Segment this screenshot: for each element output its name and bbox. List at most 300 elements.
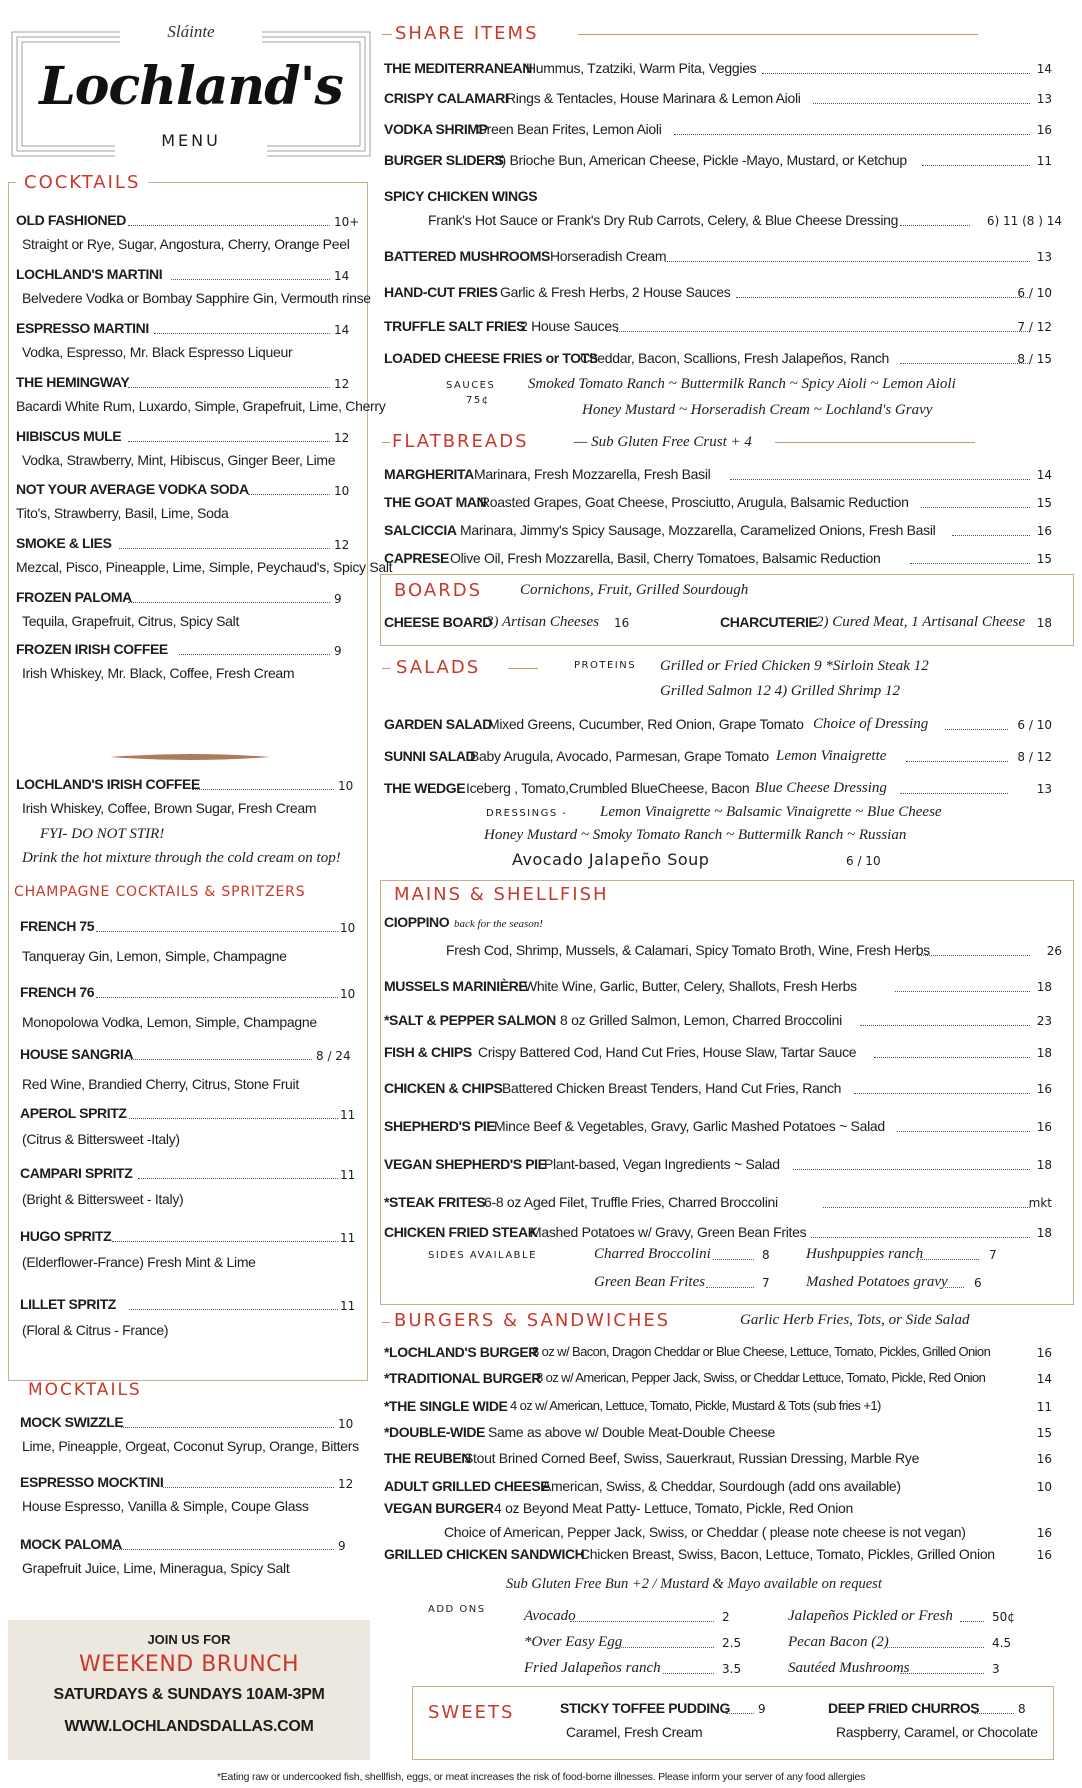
burger-price: 15 bbox=[1036, 1426, 1052, 1440]
leader-dots bbox=[112, 1549, 334, 1550]
burger-price: 16 bbox=[1036, 1452, 1052, 1466]
leader-dots bbox=[128, 387, 330, 388]
flatbread-desc: Marinara, Jimmy's Spicy Sausage, Mozzarella, Caramelized Onions, Fresh Basil bbox=[460, 522, 936, 538]
burger-desc: Chicken Breast, Swiss, Bacon, Lettuce, Tomato, Pickles, Grilled Onion bbox=[580, 1546, 995, 1562]
leader-dots bbox=[945, 729, 1008, 730]
leader-dots bbox=[129, 1309, 338, 1310]
side-name: Charred Broccolini bbox=[594, 1246, 711, 1262]
champagne-desc: (Citrus & Bittersweet -Italy) bbox=[22, 1131, 180, 1147]
wings-price: 6) 11 (8 ) 14 bbox=[986, 214, 1062, 228]
main-item-desc: Mince Beef & Vegetables, Gravy, Garlic Mashed Potatoes ~ Salad bbox=[494, 1118, 885, 1134]
dressings-label: DRESSINGS - bbox=[486, 808, 568, 819]
proteins-line1: Grilled or Fried Chicken 9 *Sirloin Steak 12 bbox=[660, 658, 929, 674]
leader-dots bbox=[192, 789, 334, 790]
share-item-desc: Hummus, Tzatziki, Warm Pita, Veggies bbox=[526, 60, 757, 76]
leader-dots bbox=[918, 955, 1030, 956]
sides-label: SIDES AVAILABLE bbox=[428, 1250, 537, 1261]
cocktail-price: 10+ bbox=[334, 215, 360, 229]
burger-price: 10 bbox=[1036, 1480, 1052, 1494]
proteins-line2: Grilled Salmon 12 4) Grilled Shrimp 12 bbox=[660, 683, 900, 699]
share-item-price: 8 / 15 bbox=[1017, 352, 1052, 366]
main-item-price: mkt bbox=[1028, 1196, 1052, 1210]
cocktail-name: ESPRESSO MARTINI bbox=[16, 320, 149, 336]
sweets-title: SWEETS bbox=[428, 1702, 515, 1723]
fyi-text: FYI- DO NOT STIR! bbox=[40, 826, 165, 842]
leader-dots bbox=[811, 1237, 1030, 1238]
champagne-name: HUGO SPRITZ bbox=[20, 1228, 112, 1244]
champagne-title bbox=[14, 884, 305, 900]
champagne-desc: Monopolowa Vodka, Lemon, Simple, Champagne bbox=[22, 1014, 317, 1030]
leader-dots bbox=[706, 1287, 754, 1288]
boards-title: BOARDS bbox=[394, 580, 482, 601]
cioppino-note: back for the season! bbox=[454, 918, 543, 930]
irish-coffee-name: LOCHLAND'S IRISH COFFEE bbox=[16, 776, 200, 792]
addon-price: 2.5 bbox=[722, 1636, 742, 1650]
brunch-url[interactable]: WWW.LOCHLANDSDALLAS.COM bbox=[64, 1718, 314, 1735]
share-item-desc: 2 House Sauces bbox=[520, 318, 619, 334]
main-item-desc: Mashed Potatoes w/ Gravy, Green Bean Frites bbox=[530, 1224, 807, 1240]
champagne-name: HOUSE SANGRIA bbox=[20, 1046, 134, 1062]
mocktail-price: 10 bbox=[338, 1417, 354, 1431]
leader-dots bbox=[874, 1057, 1030, 1058]
side-price: 6 bbox=[974, 1276, 982, 1290]
burger-name: VEGAN BURGER bbox=[384, 1500, 494, 1516]
main-item-name: CHICKEN FRIED STEAK bbox=[384, 1224, 538, 1240]
cheese-board-name: CHEESE BOARD bbox=[384, 614, 492, 630]
burger-name: *TRADITIONAL BURGER bbox=[384, 1370, 542, 1386]
flatbread-desc: Olive Oil, Fresh Mozzarella, Basil, Cherry Tomatoes, Balsamic Reduction bbox=[450, 550, 881, 566]
main-item-name: FISH & CHIPS bbox=[384, 1044, 472, 1060]
flatbread-desc: Roasted Grapes, Goat Cheese, Prosciutto, Arugula, Balsamic Reduction bbox=[480, 494, 909, 510]
leader-dots bbox=[171, 279, 330, 280]
mocktail-name: ESPRESSO MOCKTINI bbox=[20, 1474, 164, 1490]
salad-name: THE WEDGE bbox=[384, 780, 466, 796]
side-price: 8 bbox=[762, 1248, 770, 1262]
burger-desc: 4 oz w/ American, Lettuce, Tomato, Pickle, Mustard & Tots (sub fries +1) bbox=[510, 1398, 881, 1413]
champagne-desc: (Elderflower-France) Fresh Mint & Lime bbox=[22, 1254, 256, 1270]
sweet-b-desc: Raspberry, Caramel, or Chocolate bbox=[836, 1724, 1038, 1740]
irish-note: Drink the hot mixture through the cold cream on top! bbox=[22, 850, 341, 866]
leader-dots bbox=[793, 1169, 1030, 1170]
cocktail-desc: Straight or Rye, Sugar, Angostura, Cherry, Orange Peel bbox=[22, 236, 350, 252]
slainte-text: Sláinte bbox=[167, 22, 215, 41]
leader-dots bbox=[96, 997, 338, 998]
leader-dots bbox=[974, 1713, 1014, 1714]
salad-dressing: Lemon Vinaigrette bbox=[776, 748, 887, 764]
leader-dots bbox=[730, 479, 1030, 480]
burger-price: 11 bbox=[1036, 1400, 1052, 1414]
addon-price: 4.5 bbox=[992, 1636, 1012, 1650]
mocktails-title: MOCKTAILS bbox=[28, 1380, 142, 1400]
leader-dots bbox=[900, 363, 1030, 364]
allergy-footer: *Eating raw or undercooked fish, shellfish, eggs, or meat increases the risk of food-borne illnesses. Please inform your server of any food allergies bbox=[216, 1771, 866, 1783]
leader-dots bbox=[128, 602, 330, 603]
salads-title: SALADS bbox=[396, 657, 481, 678]
burger-desc: American, Swiss, & Cheddar, Sourdough (add ons available) bbox=[542, 1478, 901, 1494]
brunch-join: JOIN US FOR bbox=[147, 1632, 231, 1647]
leader-dots bbox=[616, 1647, 714, 1648]
burger-price: 16 bbox=[1036, 1548, 1052, 1562]
flatbreads-sub: — Sub Gluten Free Crust + 4 bbox=[574, 434, 752, 450]
main-item-name: SHEPHERD'S PIE bbox=[384, 1118, 496, 1134]
addon-name: *Over Easy Egg bbox=[524, 1634, 623, 1650]
main-item-name: MUSSELS MARINIÈRE bbox=[384, 978, 528, 994]
burger-name: GRILLED CHICKEN SANDWICH bbox=[384, 1546, 585, 1562]
cocktail-name: SMOKE & LIES bbox=[16, 535, 112, 551]
champagne-name: LILLET SPRITZ bbox=[20, 1296, 116, 1312]
addon-name: Fried Jalapeños ranch bbox=[524, 1660, 661, 1676]
champagne-price: 11 bbox=[340, 1299, 356, 1313]
addon-name: Sautéed Mushrooms bbox=[788, 1660, 910, 1676]
salad-desc: Mixed Greens, Cucumber, Red Onion, Grape Tomato bbox=[488, 716, 804, 732]
leader-dots bbox=[897, 1131, 1030, 1132]
leader-dots bbox=[665, 261, 1030, 262]
cioppino-price: 26 bbox=[1046, 944, 1062, 958]
mains-title: MAINS & SHELLFISH bbox=[394, 884, 609, 905]
share-item-price: 6 / 10 bbox=[1017, 286, 1052, 300]
leader-dots bbox=[129, 1059, 312, 1060]
leader-dots bbox=[128, 441, 330, 442]
cocktail-desc: Mezcal, Pisco, Pineapple, Lime, Simple, Peychaud's, Spicy Salt bbox=[16, 559, 393, 575]
leader-dots bbox=[163, 1487, 334, 1488]
leader-dots bbox=[900, 793, 1008, 794]
sweet-a-desc: Caramel, Fresh Cream bbox=[566, 1724, 703, 1740]
flatbread-name: THE GOAT MAN bbox=[384, 494, 487, 510]
main-item-price: 23 bbox=[1036, 1014, 1052, 1028]
cheese-board-desc: 3) Artisan Cheeses bbox=[486, 614, 600, 630]
side-price: 7 bbox=[989, 1248, 997, 1262]
burger-name: *DOUBLE-WIDE bbox=[384, 1424, 485, 1440]
share-item-desc: 3) Brioche Bun, American Cheese, Pickle -Mayo, Mustard, or Ketchup bbox=[494, 152, 907, 168]
leader-dots bbox=[248, 494, 330, 495]
share-item-name: THE MEDITERRANEAN bbox=[384, 60, 532, 76]
addon-price: 3 bbox=[992, 1662, 1000, 1676]
champagne-price: 11 bbox=[340, 1108, 356, 1122]
champagne-title-text: CHAMPAGNE COCKTAILS & SPRITZERS bbox=[14, 884, 306, 900]
share-item-name: HAND-CUT FRIES bbox=[384, 284, 498, 300]
cocktail-price: 9 bbox=[334, 644, 342, 658]
leader-dots bbox=[823, 1207, 1030, 1208]
cocktail-name: THE HEMINGWAY bbox=[16, 374, 130, 390]
share-title: SHARE ITEMS bbox=[395, 23, 539, 44]
leader-dots bbox=[854, 1093, 1030, 1094]
main-item-desc: Plant-based, Vegan Ingredients ~ Salad bbox=[544, 1156, 780, 1172]
flatbread-price: 15 bbox=[1036, 496, 1052, 510]
leader-dots bbox=[736, 297, 1030, 298]
logo-block bbox=[10, 18, 372, 160]
flatbreads-rule bbox=[382, 442, 390, 443]
burger-price: 16 bbox=[1036, 1346, 1052, 1360]
leader-dots bbox=[179, 654, 330, 655]
cocktail-name: OLD FASHIONED bbox=[16, 212, 126, 228]
wings-desc: Frank's Hot Sauce or Frank's Dry Rub Carrots, Celery, & Blue Cheese Dressing bbox=[428, 212, 899, 228]
cocktail-desc: Irish Whiskey, Mr. Black, Coffee, Fresh Cream bbox=[22, 665, 295, 681]
burger-desc: Same as above w/ Double Meat-Double Cheese bbox=[488, 1424, 776, 1440]
share-item-price: 16 bbox=[1036, 123, 1052, 137]
mocktail-desc: House Espresso, Vanilla & Simple, Coupe Glass bbox=[22, 1498, 309, 1514]
boards-sub: Cornichons, Fruit, Grilled Sourdough bbox=[520, 582, 749, 598]
leader-dots bbox=[960, 1621, 984, 1622]
charcuterie-name: CHARCUTERIE bbox=[720, 614, 818, 630]
leader-dots bbox=[762, 73, 1030, 74]
addon-price: 3.5 bbox=[722, 1662, 742, 1676]
flatbread-price: 14 bbox=[1036, 468, 1052, 482]
champagne-desc: Tanqueray Gin, Lemon, Simple, Champagne bbox=[22, 948, 287, 964]
cocktail-price: 12 bbox=[334, 538, 350, 552]
burger-name: *LOCHLAND'S BURGER bbox=[384, 1344, 539, 1360]
salad-name: SUNNI SALAD bbox=[384, 748, 476, 764]
addon-price: 50¢ bbox=[992, 1610, 1015, 1624]
share-item-name: BATTERED MUSHROOMS bbox=[384, 248, 550, 264]
cocktail-name: HIBISCUS MULE bbox=[16, 428, 122, 444]
dressings-line1: Lemon Vinaigrette ~ Balsamic Vinaigrette ~ Blue Cheese bbox=[600, 804, 942, 820]
salad-desc: Iceberg , Tomato,Crumbled BlueCheese, Bacon bbox=[466, 780, 750, 796]
soup-name: Avocado Jalapeño Soup bbox=[512, 850, 710, 869]
sauces-price: 75¢ bbox=[466, 395, 490, 406]
champagne-name: CAMPARI SPRITZ bbox=[20, 1165, 133, 1181]
flatbread-name: SALCICCIA bbox=[384, 522, 457, 538]
burger-desc: Choice of American, Pepper Jack, Swiss, or Cheddar ( please note cheese is not vegan) bbox=[444, 1524, 966, 1540]
burger-desc: 4 oz Beyond Meat Patty- Lettuce, Tomato, Pickle, Red Onion bbox=[494, 1500, 853, 1516]
leader-dots bbox=[129, 1118, 338, 1119]
share-item-desc: Cheddar, Bacon, Scallions, Fresh Jalapeños, Ranch bbox=[580, 350, 890, 366]
leader-dots bbox=[128, 225, 330, 226]
champagne-desc: (Floral & Citrus - France) bbox=[22, 1322, 169, 1338]
burgers-rule bbox=[382, 1322, 390, 1323]
main-item-price: 16 bbox=[1036, 1082, 1052, 1096]
cocktail-name: FROZEN IRISH COFFEE bbox=[16, 641, 168, 657]
main-item-desc: Crispy Battered Cod, Hand Cut Fries, House Slaw, Tartar Sauce bbox=[478, 1044, 857, 1060]
cocktail-desc: Tequila, Grapefruit, Citrus, Spicy Salt bbox=[22, 613, 240, 629]
leader-dots bbox=[713, 1259, 754, 1260]
addon-name: Jalapeños Pickled or Fresh bbox=[788, 1608, 953, 1624]
side-name: Mashed Potatoes gravy bbox=[806, 1274, 948, 1290]
brunch-hours: SATURDAYS & SUNDAYS 10AM-3PM bbox=[53, 1686, 325, 1703]
wings-name: SPICY CHICKEN WINGS bbox=[384, 188, 538, 204]
addon-name: Avocado bbox=[524, 1608, 576, 1624]
leader-dots bbox=[900, 225, 970, 226]
salads-rule-right bbox=[508, 668, 538, 669]
cocktail-desc: Belvedere Vodka or Bombay Sapphire Gin, Vermouth rinse bbox=[22, 290, 371, 306]
cocktail-desc: Vodka, Strawberry, Mint, Hibiscus, Ginger Beer, Lime bbox=[22, 452, 336, 468]
main-item-name: *STEAK FRITES bbox=[384, 1194, 486, 1210]
leader-dots bbox=[663, 1673, 714, 1674]
flatbread-name: MARGHERITA bbox=[384, 466, 474, 482]
sauces-line2: Honey Mustard ~ Horseradish Cream ~ Lochland's Gravy bbox=[582, 402, 933, 418]
share-item-name: CRISPY CALAMARI bbox=[384, 90, 509, 106]
charcuterie-desc: 2) Cured Meat, 1 Artisanal Cheese bbox=[816, 614, 1026, 630]
champagne-price: 11 bbox=[340, 1231, 356, 1245]
champagne-desc: Red Wine, Brandied Cherry, Citrus, Stone Fruit bbox=[22, 1076, 299, 1092]
brunch-title: WEEKEND BRUNCH bbox=[78, 1652, 300, 1677]
main-item-price: 18 bbox=[1036, 980, 1052, 994]
leader-dots bbox=[570, 1621, 714, 1622]
share-item-desc: Rings & Tentacles, House Marinara & Lemon Aioli bbox=[506, 90, 801, 106]
burger-desc: Stout Brined Corned Beef, Swiss, Sauerkraut, Russian Dressing, Marble Rye bbox=[464, 1450, 920, 1466]
mocktail-price: 12 bbox=[338, 1477, 354, 1491]
leader-dots bbox=[887, 1647, 984, 1648]
share-item-name: BURGER SLIDERS bbox=[384, 152, 504, 168]
leader-dots bbox=[616, 331, 1030, 332]
leader-dots bbox=[138, 1178, 338, 1179]
leader-dots bbox=[918, 1259, 979, 1260]
flatbread-price: 15 bbox=[1036, 552, 1052, 566]
leader-dots bbox=[922, 165, 1030, 166]
champagne-name: FRENCH 75 bbox=[20, 918, 95, 934]
proteins-label: PROTEINS bbox=[574, 660, 637, 671]
main-item-price: 18 bbox=[1036, 1046, 1052, 1060]
burgers-sub: Garlic Herb Fries, Tots, or Side Salad bbox=[740, 1312, 970, 1328]
burger-name: THE REUBEN bbox=[384, 1450, 472, 1466]
share-item-price: 11 bbox=[1036, 154, 1052, 168]
cioppino-desc: Fresh Cod, Shrimp, Mussels, & Calamari, Spicy Tomato Broth, Wine, Fresh Herbs bbox=[446, 942, 930, 958]
leader-dots bbox=[154, 333, 330, 334]
leader-dots bbox=[921, 507, 1030, 508]
leader-dots bbox=[906, 761, 1008, 762]
flatbreads-title: FLATBREADS bbox=[392, 431, 529, 452]
salad-price: 13 bbox=[1036, 782, 1052, 796]
burger-desc: 8 oz w/ Bacon, Dragon Cheddar or Blue Cheese, Lettuce, Tomato, Pickles, Grilled Onion bbox=[532, 1344, 991, 1359]
dressings-line2: Honey Mustard ~ Smoky Tomato Ranch ~ Buttermilk Ranch ~ Russian bbox=[484, 827, 907, 843]
leader-dots bbox=[112, 1241, 338, 1242]
cocktail-desc: Vodka, Espresso, Mr. Black Espresso Liqueur bbox=[22, 344, 293, 360]
flatbreads-rule-right bbox=[775, 442, 975, 443]
brunch-box bbox=[8, 1620, 370, 1760]
mocktail-price: 9 bbox=[338, 1539, 346, 1553]
share-item-price: 13 bbox=[1036, 250, 1052, 264]
main-item-price: 16 bbox=[1036, 1120, 1052, 1134]
share-item-desc: Green Bean Frites, Lemon Aioli bbox=[476, 121, 662, 137]
leader-dots bbox=[813, 103, 1030, 104]
leader-dots bbox=[910, 563, 1030, 564]
gf-note: Sub Gluten Free Bun +2 / Mustard & Mayo available on request bbox=[506, 1576, 882, 1592]
cocktail-name: LOCHLAND'S MARTINI bbox=[16, 266, 163, 282]
cocktail-desc: Bacardi White Rum, Luxardo, Simple, Grapefruit, Lime, Cherry bbox=[16, 398, 386, 414]
leader-dots bbox=[860, 1025, 1030, 1026]
burger-name: *THE SINGLE WIDE bbox=[384, 1398, 508, 1414]
main-item-desc: 8 oz Grilled Salmon, Lemon, Charred Broccolini bbox=[560, 1012, 842, 1028]
addons-label: ADD ONS bbox=[428, 1604, 486, 1615]
champagne-price: 10 bbox=[340, 921, 356, 935]
leader-dots bbox=[945, 1287, 964, 1288]
soup-price: 6 / 10 bbox=[846, 854, 881, 868]
share-item-name: TRUFFLE SALT FRIES bbox=[384, 318, 526, 334]
burger-desc: 8 oz w/ American, Pepper Jack, Swiss, or Cheddar Lettuce, Tomato, Pickle, Red Onion bbox=[536, 1370, 986, 1385]
side-name: Green Bean Frites bbox=[594, 1274, 706, 1290]
cocktail-name: FROZEN PALOMA bbox=[16, 589, 132, 605]
burger-name: ADULT GRILLED CHEESE bbox=[384, 1478, 550, 1494]
main-item-name: VEGAN SHEPHERD'S PIE bbox=[384, 1156, 547, 1172]
salad-price: 8 / 12 bbox=[1017, 750, 1052, 764]
cocktail-name: NOT YOUR AVERAGE VODKA SODA bbox=[16, 481, 249, 497]
burger-price: 16 bbox=[1036, 1526, 1052, 1540]
leader-dots bbox=[121, 1427, 334, 1428]
champagne-price: 8 / 24 bbox=[316, 1049, 351, 1063]
share-item-desc: Horseradish Cream bbox=[550, 248, 667, 264]
champagne-desc: (Bright & Bittersweet - Italy) bbox=[22, 1191, 184, 1207]
burgers-title: BURGERS & SANDWICHES bbox=[394, 1310, 671, 1331]
cocktail-price: 9 bbox=[334, 592, 342, 606]
share-item-desc: Garlic & Fresh Herbs, 2 House Sauces bbox=[500, 284, 731, 300]
leader-dots bbox=[952, 535, 1030, 536]
salads-rule bbox=[382, 668, 390, 669]
share-rule-right bbox=[578, 34, 978, 35]
leader-dots bbox=[119, 548, 330, 549]
share-item-price: 7 / 12 bbox=[1017, 320, 1052, 334]
addon-price: 2 bbox=[722, 1610, 730, 1624]
side-name: Hushpuppies ranch bbox=[806, 1246, 924, 1262]
burger-price: 14 bbox=[1036, 1372, 1052, 1386]
sweet-b-price: 8 bbox=[1018, 1702, 1026, 1716]
cheese-board-price: 16 bbox=[614, 616, 630, 630]
flatbread-name: CAPRESE bbox=[384, 550, 449, 566]
leader-dots bbox=[674, 134, 1030, 135]
cocktail-price: 12 bbox=[334, 431, 350, 445]
mocktail-desc: Lime, Pineapple, Orgeat, Coconut Syrup, Orange, Bitters bbox=[22, 1438, 359, 1454]
champagne-price: 11 bbox=[340, 1168, 356, 1182]
side-price: 7 bbox=[762, 1276, 770, 1290]
leader-dots bbox=[895, 991, 1030, 992]
sweets-box bbox=[412, 1686, 1054, 1760]
champagne-price: 10 bbox=[340, 987, 356, 1001]
share-item-price: 13 bbox=[1036, 92, 1052, 106]
cocktails-title: COCKTAILS bbox=[16, 172, 148, 193]
salad-price: 6 / 10 bbox=[1017, 718, 1052, 732]
share-item-price: 14 bbox=[1036, 62, 1052, 76]
cocktail-price: 14 bbox=[334, 269, 350, 283]
salad-desc: Baby Arugula, Avocado, Parmesan, Grape Tomato bbox=[470, 748, 769, 764]
flatbread-desc: Marinara, Fresh Mozzarella, Fresh Basil bbox=[474, 466, 711, 482]
sweet-b-name: DEEP FRIED CHURROS bbox=[828, 1700, 980, 1716]
leader-dots bbox=[900, 1673, 984, 1674]
leader-dots bbox=[96, 931, 338, 932]
main-item-name: CHICKEN & CHIPS bbox=[384, 1080, 503, 1096]
sauces-line1: Smoked Tomato Ranch ~ Buttermilk Ranch ~ Spicy Aioli ~ Lemon Aioli bbox=[528, 376, 956, 392]
addon-name: Pecan Bacon (2) bbox=[788, 1634, 889, 1650]
charcuterie-price: 18 bbox=[1036, 616, 1052, 630]
cocktail-price: 10 bbox=[334, 484, 350, 498]
champagne-name: FRENCH 76 bbox=[20, 984, 95, 1000]
main-item-desc: 6-8 oz Aged Filet, Truffle Fries, Charred Broccolini bbox=[484, 1194, 778, 1210]
salad-name: GARDEN SALAD bbox=[384, 716, 492, 732]
irish-coffee-price: 10 bbox=[338, 779, 354, 793]
sweet-a-name: STICKY TOFFEE PUDDING bbox=[560, 1700, 730, 1716]
sauces-label: SAUCES bbox=[446, 380, 496, 391]
main-item-desc: White Wine, Garlic, Butter, Celery, Shallots, Fresh Herbs bbox=[524, 978, 857, 994]
main-item-name: *SALT & PEPPER SALMON bbox=[384, 1012, 556, 1028]
salad-dressing: Choice of Dressing bbox=[813, 716, 929, 732]
leader-dots bbox=[726, 1713, 754, 1714]
main-item-price: 18 bbox=[1036, 1158, 1052, 1172]
main-item-price: 18 bbox=[1036, 1226, 1052, 1240]
menu-label: MENU bbox=[161, 131, 221, 150]
share-rule bbox=[382, 34, 392, 35]
logo-script: Lochland's bbox=[39, 56, 343, 117]
salad-dressing: Blue Cheese Dressing bbox=[755, 780, 887, 796]
main-item-desc: Battered Chicken Breast Tenders, Hand Cut Fries, Ranch bbox=[502, 1080, 842, 1096]
share-item-name: LOADED CHEESE FRIES or TOTS bbox=[384, 350, 598, 366]
sweet-a-price: 9 bbox=[758, 1702, 766, 1716]
divider-ornament bbox=[110, 752, 270, 762]
mocktail-name: MOCK SWIZZLE bbox=[20, 1414, 124, 1430]
mocktail-desc: Grapefruit Juice, Lime, Mineragua, Spicy Salt bbox=[22, 1560, 290, 1576]
share-item-name: VODKA SHRIMP bbox=[384, 121, 488, 137]
flatbread-price: 16 bbox=[1036, 524, 1052, 538]
cioppino-name: CIOPPINO bbox=[384, 914, 450, 930]
champagne-name: APEROL SPRITZ bbox=[20, 1105, 127, 1121]
cocktail-price: 12 bbox=[334, 377, 350, 391]
cocktail-price: 14 bbox=[334, 323, 350, 337]
